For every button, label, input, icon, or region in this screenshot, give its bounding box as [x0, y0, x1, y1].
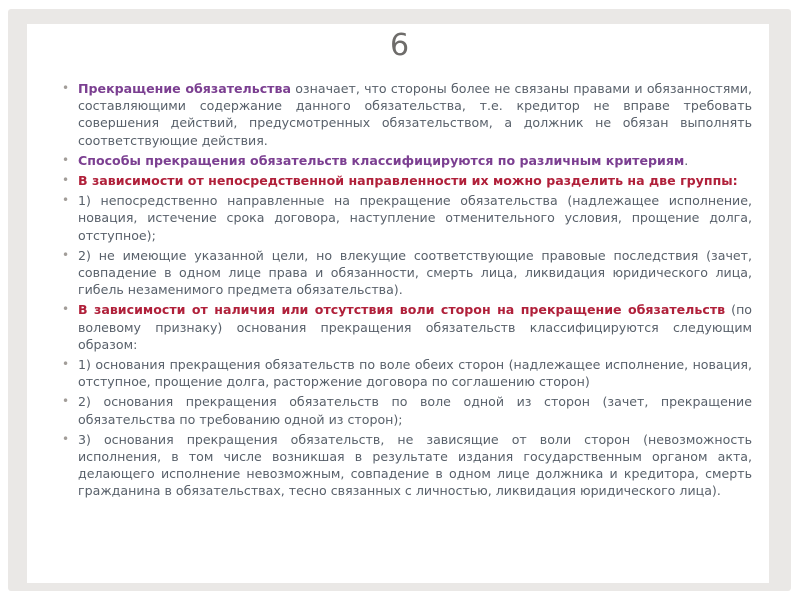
- bullet-icon: •: [62, 394, 70, 409]
- list-item: [62, 301, 752, 353]
- paragraph-text: 2) не имеющие указанной цели, но влекущие соответствующие правовые последствия (зачет, совпадение в одном лице права и обязанности, смерть лица, ликвидация юридического лица, гибель незаменимого предмета обязательства).: [78, 247, 752, 298]
- bullet-icon: •: [62, 173, 70, 188]
- list-item: [62, 172, 752, 189]
- list-item: [62, 431, 752, 500]
- list-item: [62, 247, 752, 299]
- slide-title: 6: [389, 28, 411, 63]
- highlighted-lead: Способы прекращения обязательств классифицируются по различным критериям: [78, 152, 685, 168]
- highlighted-lead: В зависимости от непосредственной направленности их можно разделить на две группы:: [78, 173, 738, 189]
- bullet-icon: •: [62, 152, 70, 167]
- paragraph-text: (по волевому признаку) основания прекращения обязательств классифицируются следующим образом:: [78, 302, 753, 352]
- list-item: [62, 356, 752, 390]
- bullet-icon: •: [62, 431, 70, 446]
- paragraph-text: .: [684, 152, 689, 168]
- paragraph-text: 3) основания прекращения обязательств, не зависящие от воли сторон (невозможность исполнения, в том числе возникшая в результате издания государственным органом акта, делающего исполнение невозможным, совпадение в одном лице должника и кредитора, смерть гражданина в обязательствах, тесно связанных с личностью, ликвидация юридического лица).: [78, 431, 752, 499]
- highlighted-lead: Прекращение обязательства: [78, 81, 291, 96]
- paragraph-text: 1) непосредственно направленные на прекращение обязательства (надлежащее исполнение, новация, истечение срока договора, наступление отменительного условия, прощение долга, отступное);: [78, 193, 752, 243]
- bullet-icon: •: [62, 357, 70, 372]
- slide-content: [62, 80, 752, 503]
- bullet-icon: •: [62, 81, 70, 95]
- paragraph-text: 1) основания прекращения обязательств по воле обеих сторон (надлежащее исполнение, новация, отступное, прощение долга, расторжение договора по соглашению сторон): [78, 357, 752, 390]
- list-item: [62, 393, 752, 427]
- list-item: [62, 80, 752, 149]
- list-item: [62, 192, 752, 244]
- paragraph-text: 2) основания прекращения обязательств по воле одной из сторон (зачет, прекращение обязательства по требованию одной из сторон);: [78, 394, 752, 427]
- list-item: [62, 152, 752, 169]
- bullet-icon: •: [62, 247, 70, 262]
- paragraph-text: означает, что стороны более не связаны правами и обязанностями, составляющими содержание данного обязательства, т.е. кредитор не вправе требовать совершения действий, предусмотренных обязательством, а должник не обязан выполнять соответствующие действия.: [78, 81, 752, 148]
- highlighted-lead: В зависимости от наличия или отсутствия воли сторон на прекращение обязательств: [78, 302, 726, 318]
- bullet-icon: •: [62, 193, 70, 208]
- bullet-icon: •: [62, 302, 70, 317]
